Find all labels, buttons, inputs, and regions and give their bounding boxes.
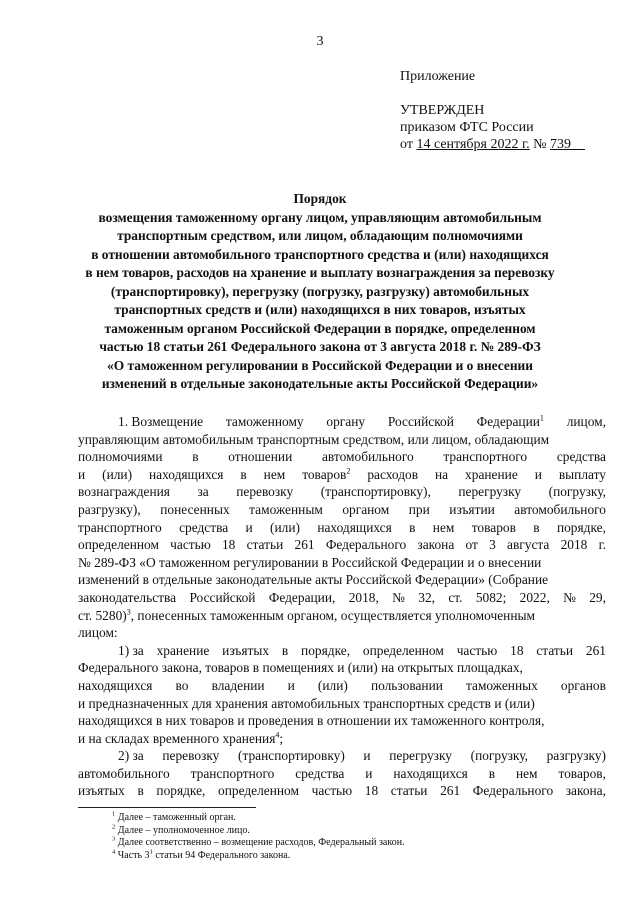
title-line: (транспортировку), перегрузку (погрузку, разгрузку) автомобильных [110, 283, 530, 299]
text-line [78, 466, 606, 484]
word: в [488, 765, 496, 781]
word: понесенных [160, 501, 230, 517]
word: изъятых [222, 642, 270, 658]
word: статьи [390, 783, 428, 799]
word: изъятии [449, 501, 495, 517]
title-line: частью 18 статьи 261 Федерального закона от 3 августа 2018 г. № 289-ФЗ [99, 339, 541, 354]
text-line [78, 624, 606, 642]
word: на [434, 466, 449, 482]
text-line [78, 782, 606, 800]
word: Федерального [325, 537, 407, 553]
word: находящихся [393, 765, 468, 781]
footnote: $^4$ Часть $3^1$ статьи 94 Федерального закона. [112, 848, 291, 861]
word: и [78, 466, 86, 482]
title-line: транспортным средством, или лицом, обладающим полномочиями [117, 228, 523, 243]
word: таможенному [225, 414, 304, 429]
word: изъятых [78, 783, 125, 799]
document-body [78, 413, 606, 800]
word: 2022, [519, 589, 550, 605]
word: перевозку [162, 748, 220, 764]
word: при [408, 501, 430, 517]
word: находящихся в них товаров и проведения в отношении их таможенного контроля, [78, 713, 545, 729]
word: транспортного [78, 519, 162, 535]
word: законодательства [78, 589, 177, 605]
text-line [78, 659, 606, 677]
word: 29, [589, 589, 606, 605]
word: (или) [317, 677, 348, 693]
text-line [78, 501, 606, 519]
word: и [287, 677, 295, 693]
word: товаров$^2$ [302, 466, 351, 482]
footnote-mark: 4 [275, 730, 280, 740]
word: автомобильного [78, 765, 170, 781]
text-line [78, 695, 606, 713]
word: и предназначенных для хранения автомобильных транспортных средств и (или) [78, 695, 535, 711]
word: лицом: [78, 625, 118, 641]
word: в [192, 449, 199, 465]
word: ст. 5280)$^3$ [78, 607, 131, 623]
text-line [78, 448, 606, 466]
word: таможенным [249, 501, 323, 517]
word: (транспортировку), [320, 484, 431, 500]
word: (или) [102, 466, 133, 482]
text-line [78, 589, 606, 607]
word: 261 [440, 783, 461, 799]
word: 18 [364, 783, 379, 799]
word: хранение [465, 466, 518, 482]
paragraph-1-item-2 [78, 747, 606, 800]
text-line [78, 765, 606, 783]
order-date: 14 сентября 2022 г. [416, 137, 530, 152]
title-line: таможенным органом Российской Федерации в порядке, определенном [104, 320, 536, 336]
word: ст. [448, 589, 463, 605]
word: определенном [78, 537, 159, 553]
footnotes [112, 812, 405, 862]
word: и [363, 748, 371, 764]
word: автомобильного [321, 449, 414, 465]
text-line [78, 747, 606, 765]
word: 18 [510, 642, 524, 658]
text-line [78, 730, 606, 748]
footnote-mark: 1 [539, 413, 544, 423]
text-line [78, 571, 606, 589]
text-line [78, 483, 606, 501]
word: органов [560, 677, 606, 693]
word: (погрузку, [548, 484, 606, 500]
text-line [78, 607, 606, 625]
word: автомобильного [514, 501, 606, 517]
word: товаров [471, 519, 516, 535]
word: определенном [218, 783, 299, 799]
word: за [197, 484, 209, 500]
word: полномочиями [78, 449, 163, 465]
word: управляющим автомобильным транспортным средством, или лицом, обладающим [78, 431, 550, 447]
word: в [409, 519, 416, 535]
order-number: 739 [550, 137, 571, 152]
text-line [78, 519, 606, 537]
word: (или) [270, 519, 300, 535]
word: в [240, 466, 247, 482]
title-line: «О таможенном регулировании в Российской Федерации и о внесении [107, 357, 533, 373]
word: находящихся [148, 466, 224, 482]
footnote-mark: 2 [346, 466, 351, 476]
text-line [78, 642, 606, 660]
title-line: в отношении автомобильного транспортного средства и (или) находящихся [91, 246, 549, 262]
word: средства [295, 765, 345, 781]
text-line [78, 413, 606, 431]
word: 3 [489, 537, 496, 553]
text-line [78, 677, 606, 695]
date-prefix: от [400, 137, 413, 152]
word: перевозку [236, 484, 294, 500]
word: (транспортировку) [237, 748, 345, 764]
appendix-label: Приложение [400, 69, 476, 84]
footnote: $^2$ Далее – уполномоченное лицо. [112, 823, 250, 836]
word: находящихся [78, 677, 153, 693]
document-title [60, 190, 580, 394]
word: расходов [367, 466, 419, 482]
order-label: приказом ФТС России [400, 120, 534, 135]
paragraph-1 [78, 413, 606, 642]
word: находящихся [317, 519, 392, 535]
word: разгрузку), [78, 501, 141, 517]
order-date-line [400, 136, 585, 153]
word: разгрузку) [546, 748, 606, 764]
word: г. [598, 537, 606, 553]
word: вознаграждения [78, 484, 170, 500]
text-line [78, 536, 606, 554]
word: нем [263, 466, 286, 482]
word: 1. Возмещение [118, 414, 204, 429]
footnote: $^3$ Далее соответственно – возмещение расходов, Федеральный закон. [112, 835, 405, 848]
word: перегрузку [389, 748, 452, 764]
word: нем [515, 765, 538, 781]
approved-label: УТВЕРЖДЕН [400, 103, 485, 118]
word: перегрузку [458, 484, 522, 500]
word: средства [179, 519, 229, 535]
footnote: $^1$ Далее – таможенный орган. [112, 810, 236, 823]
word: транспортного [190, 765, 275, 781]
word: 261 [294, 537, 315, 553]
word: (погрузку, [470, 748, 528, 764]
word: и на складах временного хранения$^4$ [78, 730, 280, 746]
word: 261 [585, 642, 606, 658]
word: хранение [156, 642, 210, 658]
word: товаров, [558, 765, 606, 781]
word: Федерации$^1$ [476, 413, 544, 429]
word: 1) за [118, 642, 144, 658]
word: и [365, 765, 373, 781]
title-line: возмещения таможенному органу лицом, управляющим автомобильным [98, 209, 542, 225]
number-prefix: № [533, 137, 547, 152]
word: выплату [558, 466, 606, 482]
word: нем [432, 519, 455, 535]
word: 18 [221, 537, 236, 553]
word: средства [556, 449, 606, 465]
word: № 289-ФЗ «О таможенном регулировании в Российской Федерации и о внесении [78, 554, 542, 570]
word: частью [456, 642, 498, 658]
word: таможенных [465, 677, 538, 693]
word: 32, [418, 589, 436, 605]
word: порядке, [301, 642, 351, 658]
word: пользовании [370, 677, 443, 693]
paragraph-1-item-1 [78, 642, 606, 748]
word: от [465, 537, 478, 553]
word: августа [507, 537, 550, 553]
word: лицом, [566, 414, 606, 429]
word: № [392, 589, 405, 605]
title-line: изменений в отдельные законодательные акты Российской Федерации» [101, 376, 539, 391]
word: отношении [228, 449, 293, 465]
title-heading: Порядок [293, 191, 347, 206]
text-line [78, 712, 606, 730]
word: и [534, 466, 542, 482]
word: определенном [362, 642, 444, 658]
title-line: транспортных средств и (или) находящихся в них товаров, изъятых [114, 302, 526, 317]
word: органу [326, 414, 366, 429]
word: статьи [536, 642, 574, 658]
word: частью [170, 537, 211, 553]
word: Федерального закона, товаров в помещениях и (или) на открытых площадках, [78, 660, 523, 676]
word: частью [311, 783, 353, 799]
word: порядке, [156, 783, 206, 799]
text-line [78, 554, 606, 572]
word: и [245, 519, 253, 535]
word: транспортного [443, 449, 528, 465]
word: Федерального [472, 783, 554, 799]
word: 2018 [560, 537, 588, 553]
word: 5082; [475, 589, 507, 605]
word: закона, [565, 783, 606, 799]
footnote-separator [78, 807, 256, 808]
word: в [281, 642, 289, 658]
word: закона [417, 537, 455, 553]
page-number: 3 [316, 34, 324, 49]
word: в [137, 783, 144, 799]
title-line: в нем товаров, расходов на хранение и выплату вознаграждения за перевозку [85, 265, 555, 280]
word: ; [279, 730, 284, 746]
text-line [78, 431, 606, 449]
word: , понесенных таможенным органом, осуществляется уполномоченным [130, 607, 535, 623]
word: во [175, 677, 189, 693]
word: Российской [387, 414, 454, 429]
word: 2018, [348, 589, 379, 605]
word: 2) за [118, 748, 144, 764]
word: владении [211, 677, 265, 693]
approval-block [400, 68, 585, 153]
word: № [563, 589, 576, 605]
word: Федерации, [268, 589, 336, 605]
footnote-mark: 3 [126, 607, 131, 617]
word: статьи [246, 537, 284, 553]
word: порядке, [556, 519, 606, 535]
word: Российской [189, 589, 256, 605]
word: органом [342, 501, 390, 517]
word: изменений в отдельные законодательные акты Российской Федерации» (Собрание [78, 572, 549, 588]
word: в [533, 519, 540, 535]
